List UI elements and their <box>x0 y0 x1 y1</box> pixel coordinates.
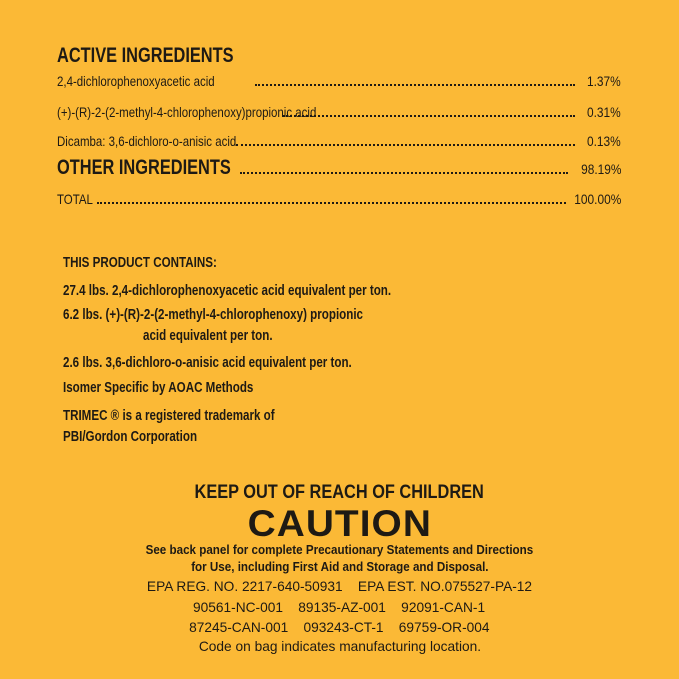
ingredient-row <box>57 73 621 89</box>
active-ingredients-heading: ACTIVE INGREDIENTS <box>57 44 234 67</box>
dot-leader <box>236 143 576 146</box>
contains-line: acid equivalent per ton. <box>143 328 273 344</box>
contains-line: 27.4 lbs. 2,4-dichlorophenoxyacetic acid equivalent per ton. <box>63 283 392 299</box>
epa-registration: EPA REG. NO. 2217-640-50931 EPA EST. NO.075527-PA-12 <box>146 578 533 594</box>
ingredient-row <box>57 133 621 149</box>
other-ingredients-row <box>57 156 621 180</box>
contains-heading: THIS PRODUCT CONTAINS: <box>63 255 217 271</box>
ingredient-name: (+)-(R)-2-(2-methyl-4-chlorophenoxy)propionic acid <box>57 104 317 120</box>
keep-out-warning: KEEP OUT OF REACH OF CHILDREN <box>194 482 485 503</box>
other-ingredients-percent: 98.19% <box>580 161 621 177</box>
isomer-note: Isomer Specific by AOAC Methods <box>63 380 254 396</box>
ingredient-name: 2,4-dichlorophenoxyacetic acid <box>57 73 215 89</box>
trademark-owner: PBI/Gordon Corporation <box>63 429 198 445</box>
establishment-numbers: 90561-NC-001 89135-AZ-001 92091-CAN-1 <box>193 599 486 615</box>
trademark-note: TRIMEC ® is a registered trademark of <box>63 408 275 424</box>
establishment-numbers: 87245-CAN-001 093243-CT-1 69759-OR-004 <box>189 619 490 635</box>
total-label: TOTAL <box>57 191 93 207</box>
total-percent: 100.00% <box>574 191 621 207</box>
precaution-note-line: See back panel for complete Precautionary Statements and Directions <box>145 543 534 557</box>
dot-leader <box>255 83 575 86</box>
other-ingredients-label: OTHER INGREDIENTS <box>57 156 231 179</box>
dot-leader <box>97 201 566 204</box>
manufacturing-code-note: Code on bag indicates manufacturing location. <box>198 638 481 654</box>
ingredient-percent: 0.31% <box>587 104 621 120</box>
ingredient-row <box>57 104 621 120</box>
ingredient-percent: 1.37% <box>587 73 621 89</box>
precaution-note-line: for Use, including First Aid and Storage and Disposal. <box>190 560 489 574</box>
total-row <box>57 191 621 207</box>
dot-leader <box>283 114 575 117</box>
ingredient-name: Dicamba: 3,6-dichloro-o-anisic acid <box>57 133 237 149</box>
dot-leader <box>240 171 568 174</box>
ingredient-percent: 0.13% <box>587 133 621 149</box>
caution-signal-word: CAUTION <box>247 503 432 544</box>
contains-line: 6.2 lbs. (+)-(R)-2-(2-methyl-4-chlorophenoxy) propionic <box>63 307 364 323</box>
contains-line: 2.6 lbs. 3,6-dichloro-o-anisic acid equivalent per ton. <box>63 355 352 371</box>
